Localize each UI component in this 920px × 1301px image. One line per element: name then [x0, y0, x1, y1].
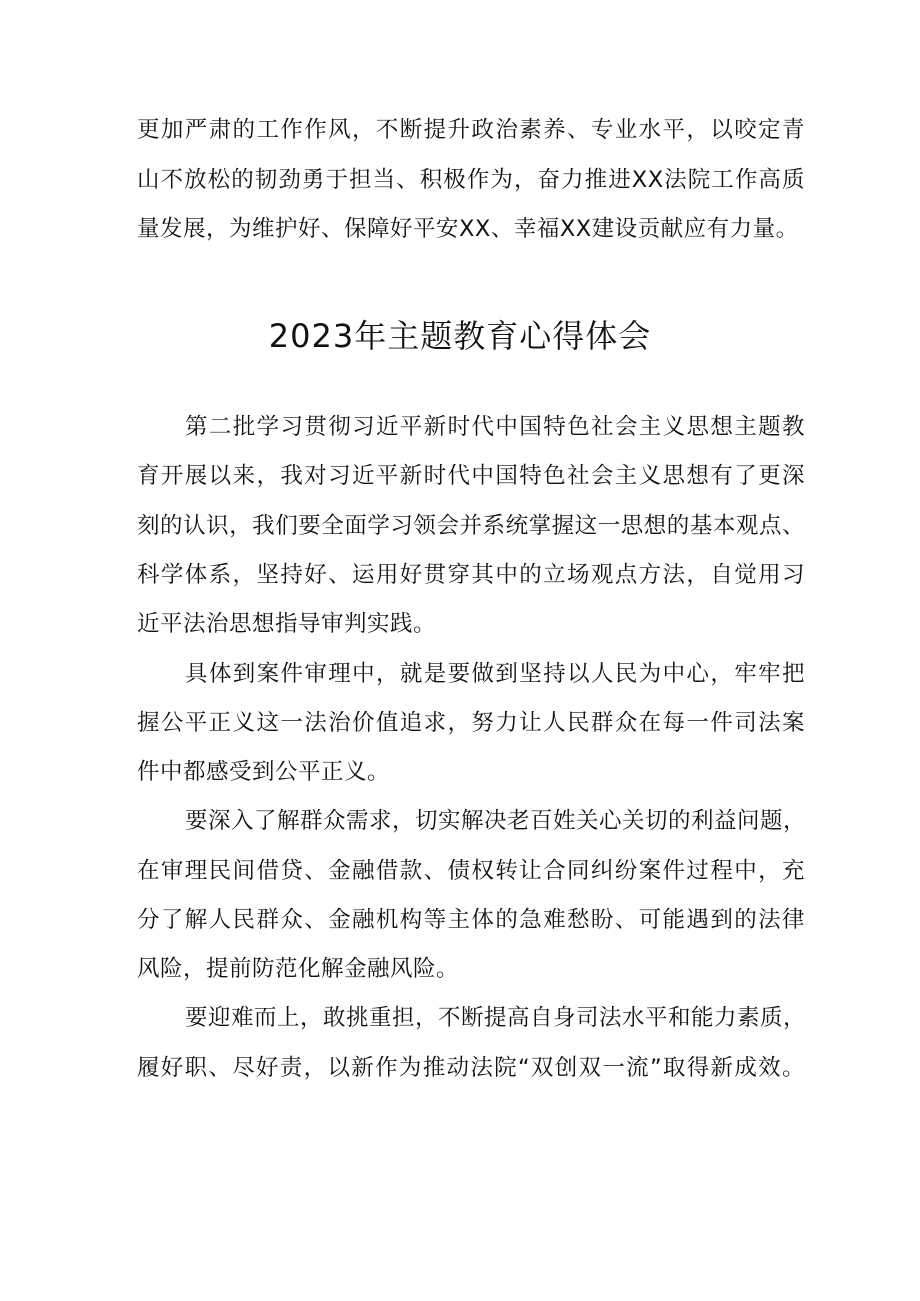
paragraph-line: 育开展以来，我对习近平新时代中国特色社会主义思想有了更深 [137, 463, 805, 489]
paragraph-line: 第二批学习贯彻习近平新时代中国特色社会主义思想主题教 [185, 414, 805, 440]
paragraph-line: 风险，提前防范化解金融风险。 [137, 956, 460, 982]
paragraph-line: 在审理民间借贷、金融借款、债权转让合同纠纷案件过程中，充 [137, 858, 805, 884]
paragraph-line: 分了解人民群众、金融机构等主体的急难愁盼、可能遇到的法律 [137, 907, 805, 933]
paragraph-line: 要迎难而上，敢挑重担，不断提高自身司法水平和能力素质， [185, 1005, 807, 1031]
paragraph-line: 要深入了解群众需求，切实解决老百姓关心关切的利益问题， [185, 808, 807, 834]
article-title: 2023年主题教育心得体会 [268, 317, 652, 355]
paragraph-line: 更加严肃的工作作风，不断提升政治素养、专业水平，以咬定青 [137, 117, 805, 143]
paragraph-line: 履好职、尽好责，以新作为推动法院“双创双一流”取得新成效。 [137, 1055, 805, 1081]
paragraph-line: 近平法治思想指导审判实践。 [137, 611, 437, 637]
paragraph-line: 刻的认识，我们要全面学习领会并系统掌握这一思想的基本观点、 [137, 513, 805, 539]
paragraph-line: 握公平正义这一法治价值追求，努力让人民群众在每一件司法案 [137, 710, 805, 736]
paragraph-line: 具体到案件审理中，就是要做到坚持以人民为中心，牢牢把 [185, 661, 805, 687]
paragraph-line: 量发展，为维护好、保障好平安XX、幸福XX建设贡献应有力量。 [137, 216, 799, 242]
paragraph-line: 科学体系，坚持好、运用好贯穿其中的立场观点方法，自觉用习 [137, 562, 805, 588]
paragraph-line: 件中都感受到公平正义。 [137, 759, 391, 785]
paragraph-line: 山不放松的韧劲勇于担当、积极作为，奋力推进XX法院工作高质 [137, 167, 805, 193]
